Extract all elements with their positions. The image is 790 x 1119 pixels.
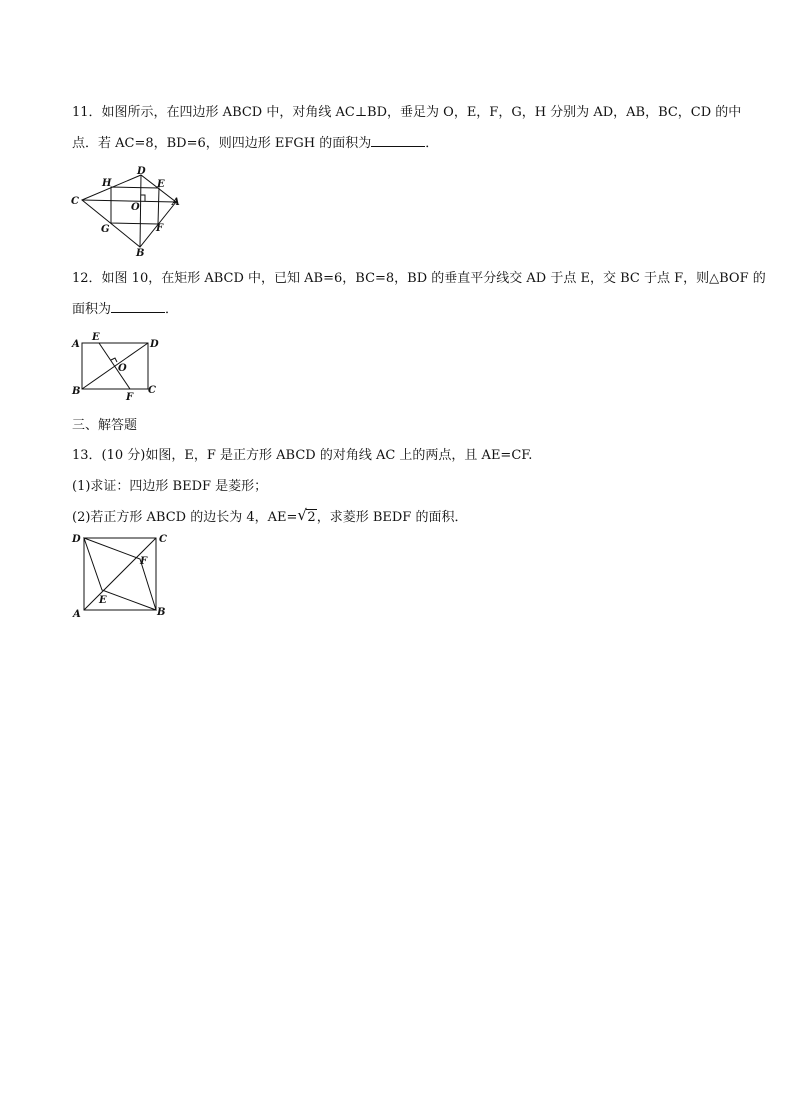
q13-part2-end: ，求菱形 BEDF 的面积． xyxy=(316,510,468,525)
q11-figure xyxy=(68,162,192,262)
q11-line2-end: ． xyxy=(425,136,439,151)
q13-sqrt-radicand: 2 xyxy=(307,510,316,525)
q13-sqrt xyxy=(297,506,316,527)
q11-line2-text: 点．若 AC=8，BD=6，则四边形 EFGH 的面积为 xyxy=(72,136,372,151)
q13-line1: 13．(10 分)如图，E，F 是正方形 ABCD 的对角线 AC 上的两点，且 AE=CF. xyxy=(72,448,533,463)
q11-label-o: O xyxy=(131,202,140,213)
q12-label-d: D xyxy=(150,339,159,350)
q11-label-c: C xyxy=(71,196,79,207)
q12-label-c: C xyxy=(148,385,156,396)
q11-line1: 11．如图所示，在四边形 ABCD 中，对角线 AC⊥BD，垂足为 O，E，F，G，H 分别为 AD，AB，BC，CD 的中 xyxy=(72,105,742,120)
q11-label-d: D xyxy=(137,166,146,177)
q13-part2 xyxy=(72,506,468,527)
sqrt-radical-icon: √ xyxy=(297,506,307,524)
q13-label-a: A xyxy=(73,609,81,620)
q13-label-c: C xyxy=(159,534,167,545)
q13-label-d: D xyxy=(72,534,81,545)
q13-label-b: B xyxy=(157,607,166,618)
q11-line2 xyxy=(72,134,438,153)
q12-label-e: E xyxy=(92,332,100,343)
q12-label-f: F xyxy=(126,392,134,403)
q11-label-g: G xyxy=(101,224,110,235)
q12-label-b: B xyxy=(72,386,81,397)
q11-label-h: H xyxy=(102,178,112,189)
q11-diagonal-bd xyxy=(140,175,141,247)
q12-line1: 12．如图 10，在矩形 ABCD 中，已知 AB=6，BC=8，BD 的垂直平分线交 AD 于点 E，交 BC 于点 F，则△BOF 的 xyxy=(72,271,766,286)
q12-label-a: A xyxy=(72,339,80,350)
q11-label-f: F xyxy=(156,223,164,234)
q12-line2-end: ． xyxy=(165,302,179,317)
q13-label-f: F xyxy=(140,556,148,567)
q11-right-angle-mark xyxy=(141,195,145,201)
q12-line2 xyxy=(72,300,178,319)
section3-heading: 三、解答题 xyxy=(72,418,138,433)
q12-line2-text: 面积为 xyxy=(72,302,112,317)
q13-figure xyxy=(68,528,178,622)
q12-answer-blank xyxy=(111,300,165,313)
q13-part1: (1)求证：四边形 BEDF 是菱形； xyxy=(72,479,268,494)
q12-figure xyxy=(68,327,168,403)
q11-label-b: B xyxy=(136,248,145,259)
q12-label-o: O xyxy=(118,363,127,374)
q11-answer-blank xyxy=(371,134,425,147)
q11-label-e: E xyxy=(157,179,165,190)
q11-label-a: A xyxy=(172,197,180,208)
q13-label-e: E xyxy=(99,595,107,606)
q11-diagonal-ac xyxy=(82,200,176,202)
q13-part2-text: (2)若正方形 ABCD 的边长为 4，AE= xyxy=(72,510,298,525)
